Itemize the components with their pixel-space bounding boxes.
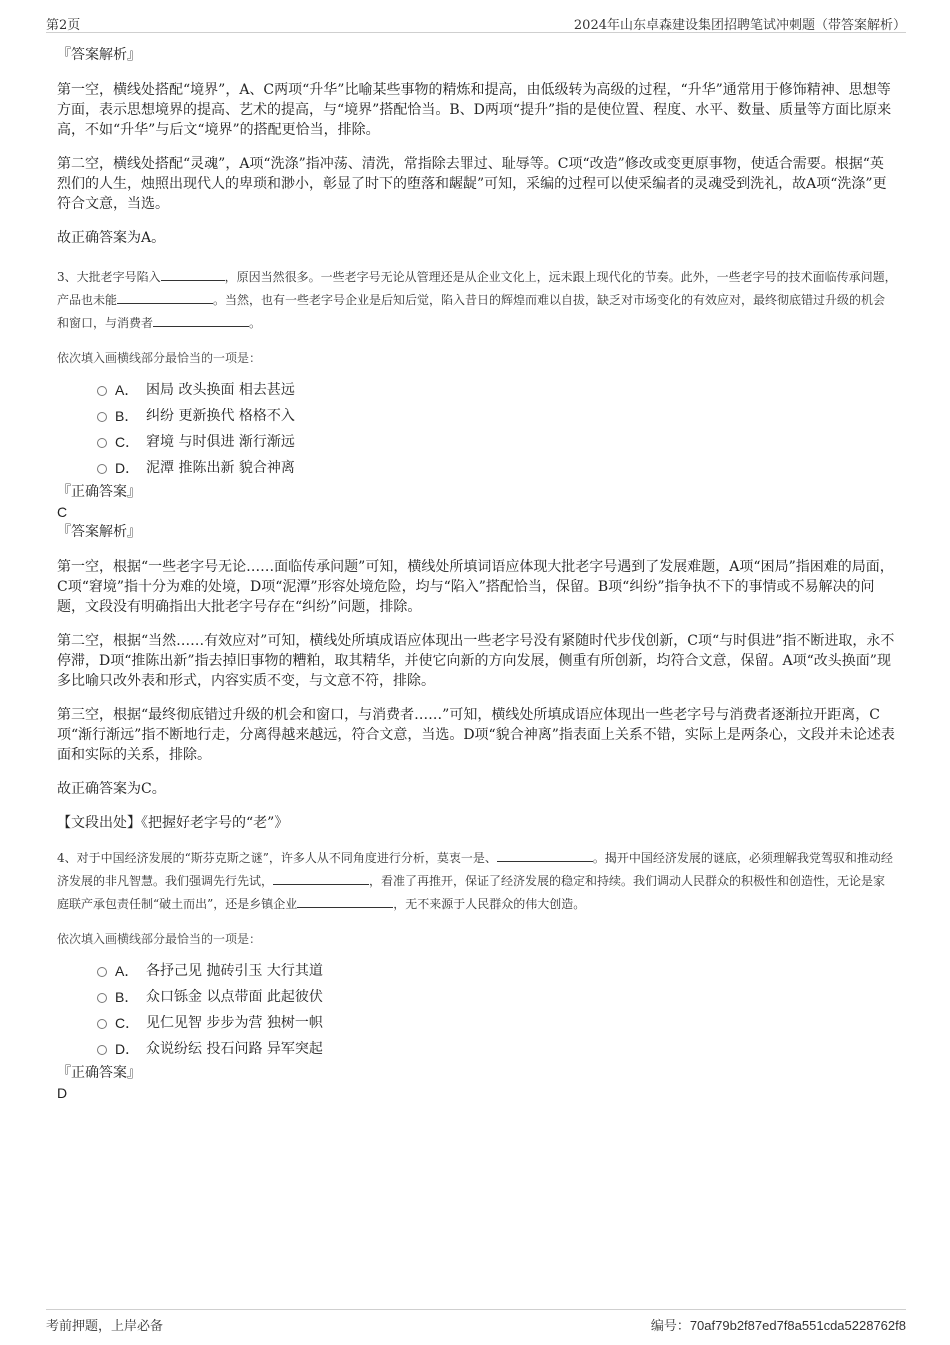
option-c[interactable]: C． 窘境 与时俱进 渐行渐远 [97,429,897,455]
blank-3 [153,314,249,327]
text-source: 【文段出处】《把握好老字号的“老”》 [57,815,289,831]
option-b[interactable]: B． 纠纷 更新换代 格格不入 [97,403,897,429]
q3-analysis-p1: 第一空，根据“一些老字号无论……面临传承问题”可知，横线处所填词语应体现大批老字号遇到了发展难题，A项“困局”指困难的局面，C项“窘境”指十分为难的处境，D项“泥潭”形容处境危险，均与“陷入”搭配恰当，保留。B项“纠纷”指争执不下的事情或不易解决的问题，文段没有明确指出大批老字号存在“纠纷”问题，排除。 [57,559,894,615]
document-code: 编号：70af79b2f87ed7f8a551cda5228762f8 [650,1318,906,1334]
option-b[interactable]: B． 众口铄金 以点带面 此起彼伏 [97,984,897,1010]
option-a[interactable]: A． 困局 改头换面 相去甚远 [97,377,897,403]
correct-answer-label: 『正确答案』 [57,484,141,500]
document-title: 2024年山东卓森建设集团招聘笔试冲刺题（带答案解析） [573,18,906,33]
radio-icon[interactable] [97,464,107,474]
blank-2 [273,872,369,885]
correct-answer-label: 『正确答案』 [57,1065,141,1081]
q2-analysis-p1: 第一空，横线处搭配“境界”，A、C两项“升华”比喻某些事物的精炼和提高，由低级转为高级的过程，“升华”通常用于修饰精神、思想等方面，表示思想境界的提高、艺术的提高，与“境界”搭配恰当。B、D两项“提升”指的是使位置、程度、水平、数量、质量等方面比原来高，不如“升华”与后文“境界”的搭配更恰当，排除。 [57,82,892,138]
radio-icon[interactable] [97,993,107,1003]
radio-icon[interactable] [97,1045,107,1055]
analysis-label: 『答案解析』 [57,524,141,540]
option-d[interactable]: D． 众说纷纭 投石问路 异军突起 [97,1036,897,1062]
radio-icon[interactable] [97,412,107,422]
page-footer [46,1309,906,1332]
correct-answer: D [57,1085,68,1101]
q3-analysis-p3: 第三空，根据“最终彻底错过升级的机会和窗口，与消费者……”可知，横线处所填成语应体现出一些老字号与消费者逐渐拉开距离，C项“渐行渐远”指不断地行走，分离得越来越远，符合文意，当选。D项“貌合神离”指表面上关系不错，实际上是两条心，文段并未论述表面和实际的关系，排除。 [57,707,895,763]
footer-slogan: 考前押题，上岸必备 [46,1319,164,1334]
question-3: 3、大批老字号陷入 ，原因当然很多。一些老字号无论从管理还是从企业文化上，远未跟上现代化的节奏。此外，一些老字号的技术面临传承问题，产品也未能 。当然，也有一些老字号企业是后知后觉，陷入昔日的辉煌而难以自拔，缺乏对市场变化的有效应对，最终彻底错过升级的机会和窗口，与消费者 。 [57,270,897,330]
option-c[interactable]: C． 见仁见智 步步为营 独树一帜 [97,1010,897,1036]
q3-conclusion: 故正确答案为C。 [57,781,166,797]
analysis-label: 『答案解析』 [57,47,141,63]
option-d[interactable]: D． 泥潭 推陈出新 貌合神离 [97,455,897,481]
document-body [57,44,897,1102]
radio-icon[interactable] [97,967,107,977]
question-prompt: 依次填入画横线部分最恰当的一项是： [57,351,262,365]
q2-conclusion: 故正确答案为A。 [57,230,166,246]
radio-icon[interactable] [97,438,107,448]
page-header [46,12,906,33]
radio-icon[interactable] [97,386,107,396]
question-prompt: 依次填入画横线部分最恰当的一项是： [57,932,262,946]
blank-1 [497,849,593,862]
correct-answer: C [57,504,68,520]
page-number: 第2页 [46,18,81,33]
question-4: 4、对于中国经济发展的“斯芬克斯之谜”，许多人从不同角度进行分析，莫衷一是、 。揭开中国经济发展的谜底，必须理解我党驾驭和推动经济发展的非凡智慧。我们强调先行先试， ，看准了再推开，保证了经济发展的稳定和持续。我们调动人民群众的积极性和创造性，无论是家庭联产承包责任制“破土而出”，还是乡镇企业 ，无不来源于人民群众的伟大创造。 [57,851,893,911]
option-a[interactable]: A． 各抒己见 抛砖引玉 大行其道 [97,958,897,984]
q2-analysis-p2: 第二空，横线处搭配“灵魂”，A项“洗涤”指冲荡、清洗，常指除去罪过、耻辱等。C项“改造”修改或变更原事物，使适合需要。根据“英烈们的人生，烛照出现代人的卑琐和渺小，彰显了时下的堕落和龌龊”可知，采编的过程可以使采编者的灵魂受到洗礼，故A项“洗涤”更符合文意，当选。 [57,156,887,212]
blank-1 [161,268,225,281]
options-list [97,958,897,1062]
radio-icon[interactable] [97,1019,107,1029]
q3-analysis-p2: 第二空，根据“当然……有效应对”可知，横线处所填成语应体现出一些老字号没有紧随时代步伐创新，C项“与时俱进”指不断进取，永不停滞，D项“推陈出新”指去掉旧事物的糟粕，取其精华，并使它向新的方向发展，侧重有所创新，均符合文意，保留。A项“改头换面”现多比喻只改外表和形式，内容实质不变，与文意不符，排除。 [57,633,895,689]
blank-2 [117,291,213,304]
blank-3 [297,895,393,908]
options-list [97,377,897,481]
